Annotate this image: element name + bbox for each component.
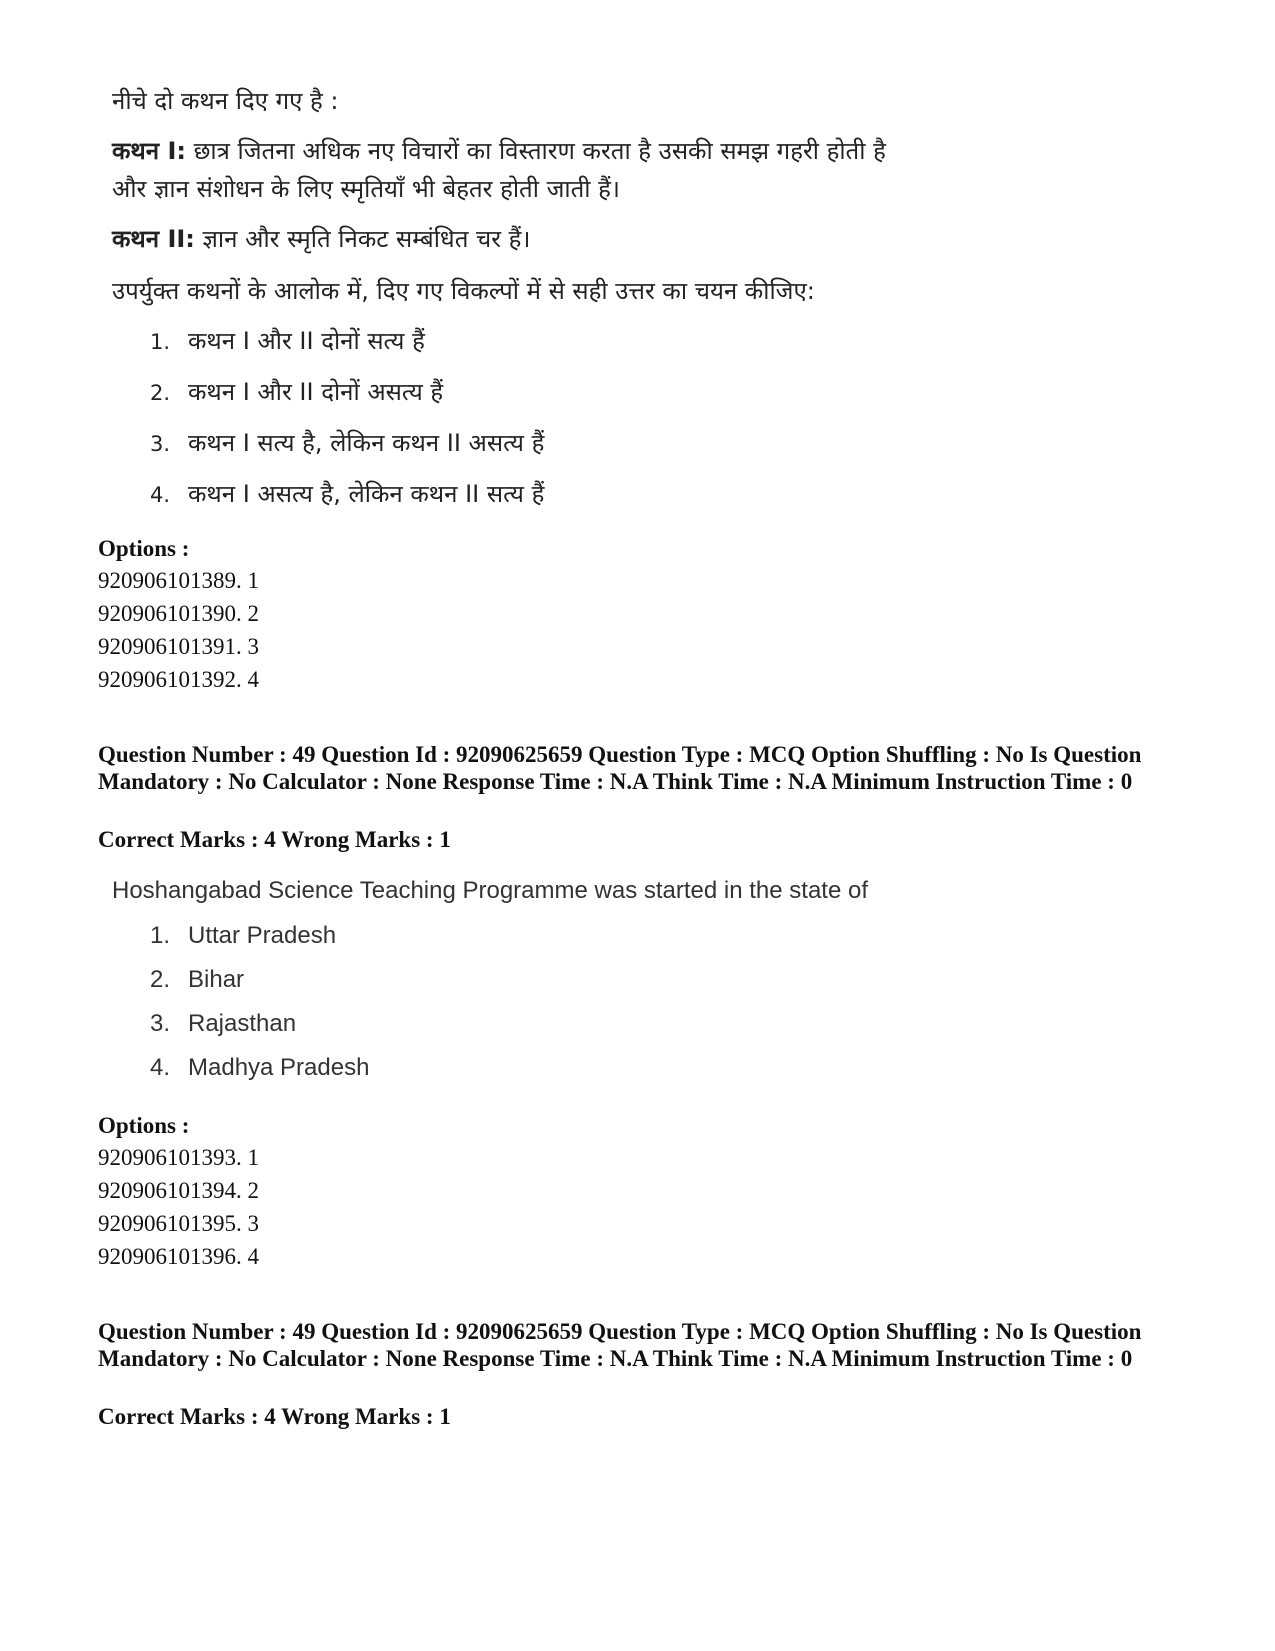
q49-option-3: 920906101395. 3 — [98, 1211, 259, 1236]
q48-statement-1-line-2: और ज्ञान संशोधन के लिए स्मृतियाँ भी बेहतर होती जाती हैं। — [112, 175, 620, 203]
q48-statement-1-line-1 — [112, 134, 886, 167]
q48-choice-3 — [150, 426, 544, 459]
q48-choice-4 — [150, 477, 544, 510]
q49-choice-4 — [150, 1054, 369, 1082]
q49-choice-3 — [150, 1010, 296, 1038]
q48-choice-3-number: 3. — [150, 432, 171, 456]
q48-choice-1-text: कथन I और II दोनों सत्य हैं — [188, 327, 425, 355]
q48-choice-2 — [150, 375, 443, 408]
q48-intro: नीचे दो कथन दिए गए है : — [112, 87, 339, 115]
q49-option-1: 920906101393. 1 — [98, 1145, 259, 1170]
q48-option-1: 920906101389. 1 — [98, 568, 259, 593]
q49-choice-1-text: Uttar Pradesh — [188, 922, 337, 949]
q49-choice-2 — [150, 966, 244, 994]
q48-instruction: उपर्युक्त कथनों के आलोक में, दिए गए विकल्पों में से सही उत्तर का चयन कीजिए: — [112, 277, 815, 305]
q48-statement-2-text: ज्ञान और स्मृति निकट सम्बंधित चर हैं। — [194, 225, 531, 253]
q49-marks: Correct Marks : 4 Wrong Marks : 1 — [98, 827, 451, 852]
q48-statement-2 — [112, 222, 531, 255]
q48-choice-1 — [150, 324, 425, 357]
q49-choice-3-number: 3. — [150, 1010, 171, 1037]
q48-choice-3-text: कथन I सत्य है, लेकिन कथन II असत्य हैं — [188, 429, 545, 457]
q48-option-3: 920906101391. 3 — [98, 634, 259, 659]
q49-option-2: 920906101394. 2 — [98, 1178, 259, 1203]
q48-statement-1-label: कथन I: — [112, 137, 186, 165]
q48-choice-4-text: कथन I असत्य है, लेकिन कथन II सत्य हैं — [188, 480, 545, 508]
q49b-meta: Question Number : 49 Question Id : 92090625659 Question Type : MCQ Option Shuffling : No Is Question Mandatory : No Calculator : None Response Time : N.A Think Time : N.A Minimum Instruction Time : 0 — [98, 1319, 1142, 1371]
q49-choice-2-text: Bihar — [188, 966, 245, 993]
q48-option-2: 920906101390. 2 — [98, 601, 259, 626]
q48-choice-2-text: कथन I और II दोनों असत्य हैं — [188, 378, 444, 406]
q49-choice-2-number: 2. — [150, 966, 171, 993]
q48-statement-1-text: छात्र जितना अधिक नए विचारों का विस्तारण करता है उसकी समझ गहरी होती है — [185, 137, 886, 165]
q49-meta: Question Number : 49 Question Id : 92090625659 Question Type : MCQ Option Shuffling : No Is Question Mandatory : No Calculator : None Response Time : N.A Think Time : N.A Minimum Instruction Time : 0 — [98, 742, 1142, 794]
q48-choice-2-number: 2. — [150, 381, 171, 405]
q49b-marks: Correct Marks : 4 Wrong Marks : 1 — [98, 1404, 451, 1429]
q49-choice-1 — [150, 922, 336, 950]
q48-choice-1-number: 1. — [150, 330, 171, 354]
q49-options-label: Options : — [98, 1113, 190, 1138]
q49-choice-4-text: Madhya Pradesh — [188, 1054, 370, 1081]
q48-choice-4-number: 4. — [150, 483, 171, 507]
q48-options-label: Options : — [98, 536, 190, 561]
q48-statement-2-label: कथन II: — [112, 225, 195, 253]
q49-choice-1-number: 1. — [150, 922, 171, 949]
q49-choice-4-number: 4. — [150, 1054, 171, 1081]
q48-option-4: 920906101392. 4 — [98, 667, 259, 692]
q49-option-4: 920906101396. 4 — [98, 1244, 259, 1269]
q49-question: Hoshangabad Science Teaching Programme was started in the state of — [112, 877, 868, 904]
q49-choice-3-text: Rajasthan — [188, 1010, 297, 1037]
